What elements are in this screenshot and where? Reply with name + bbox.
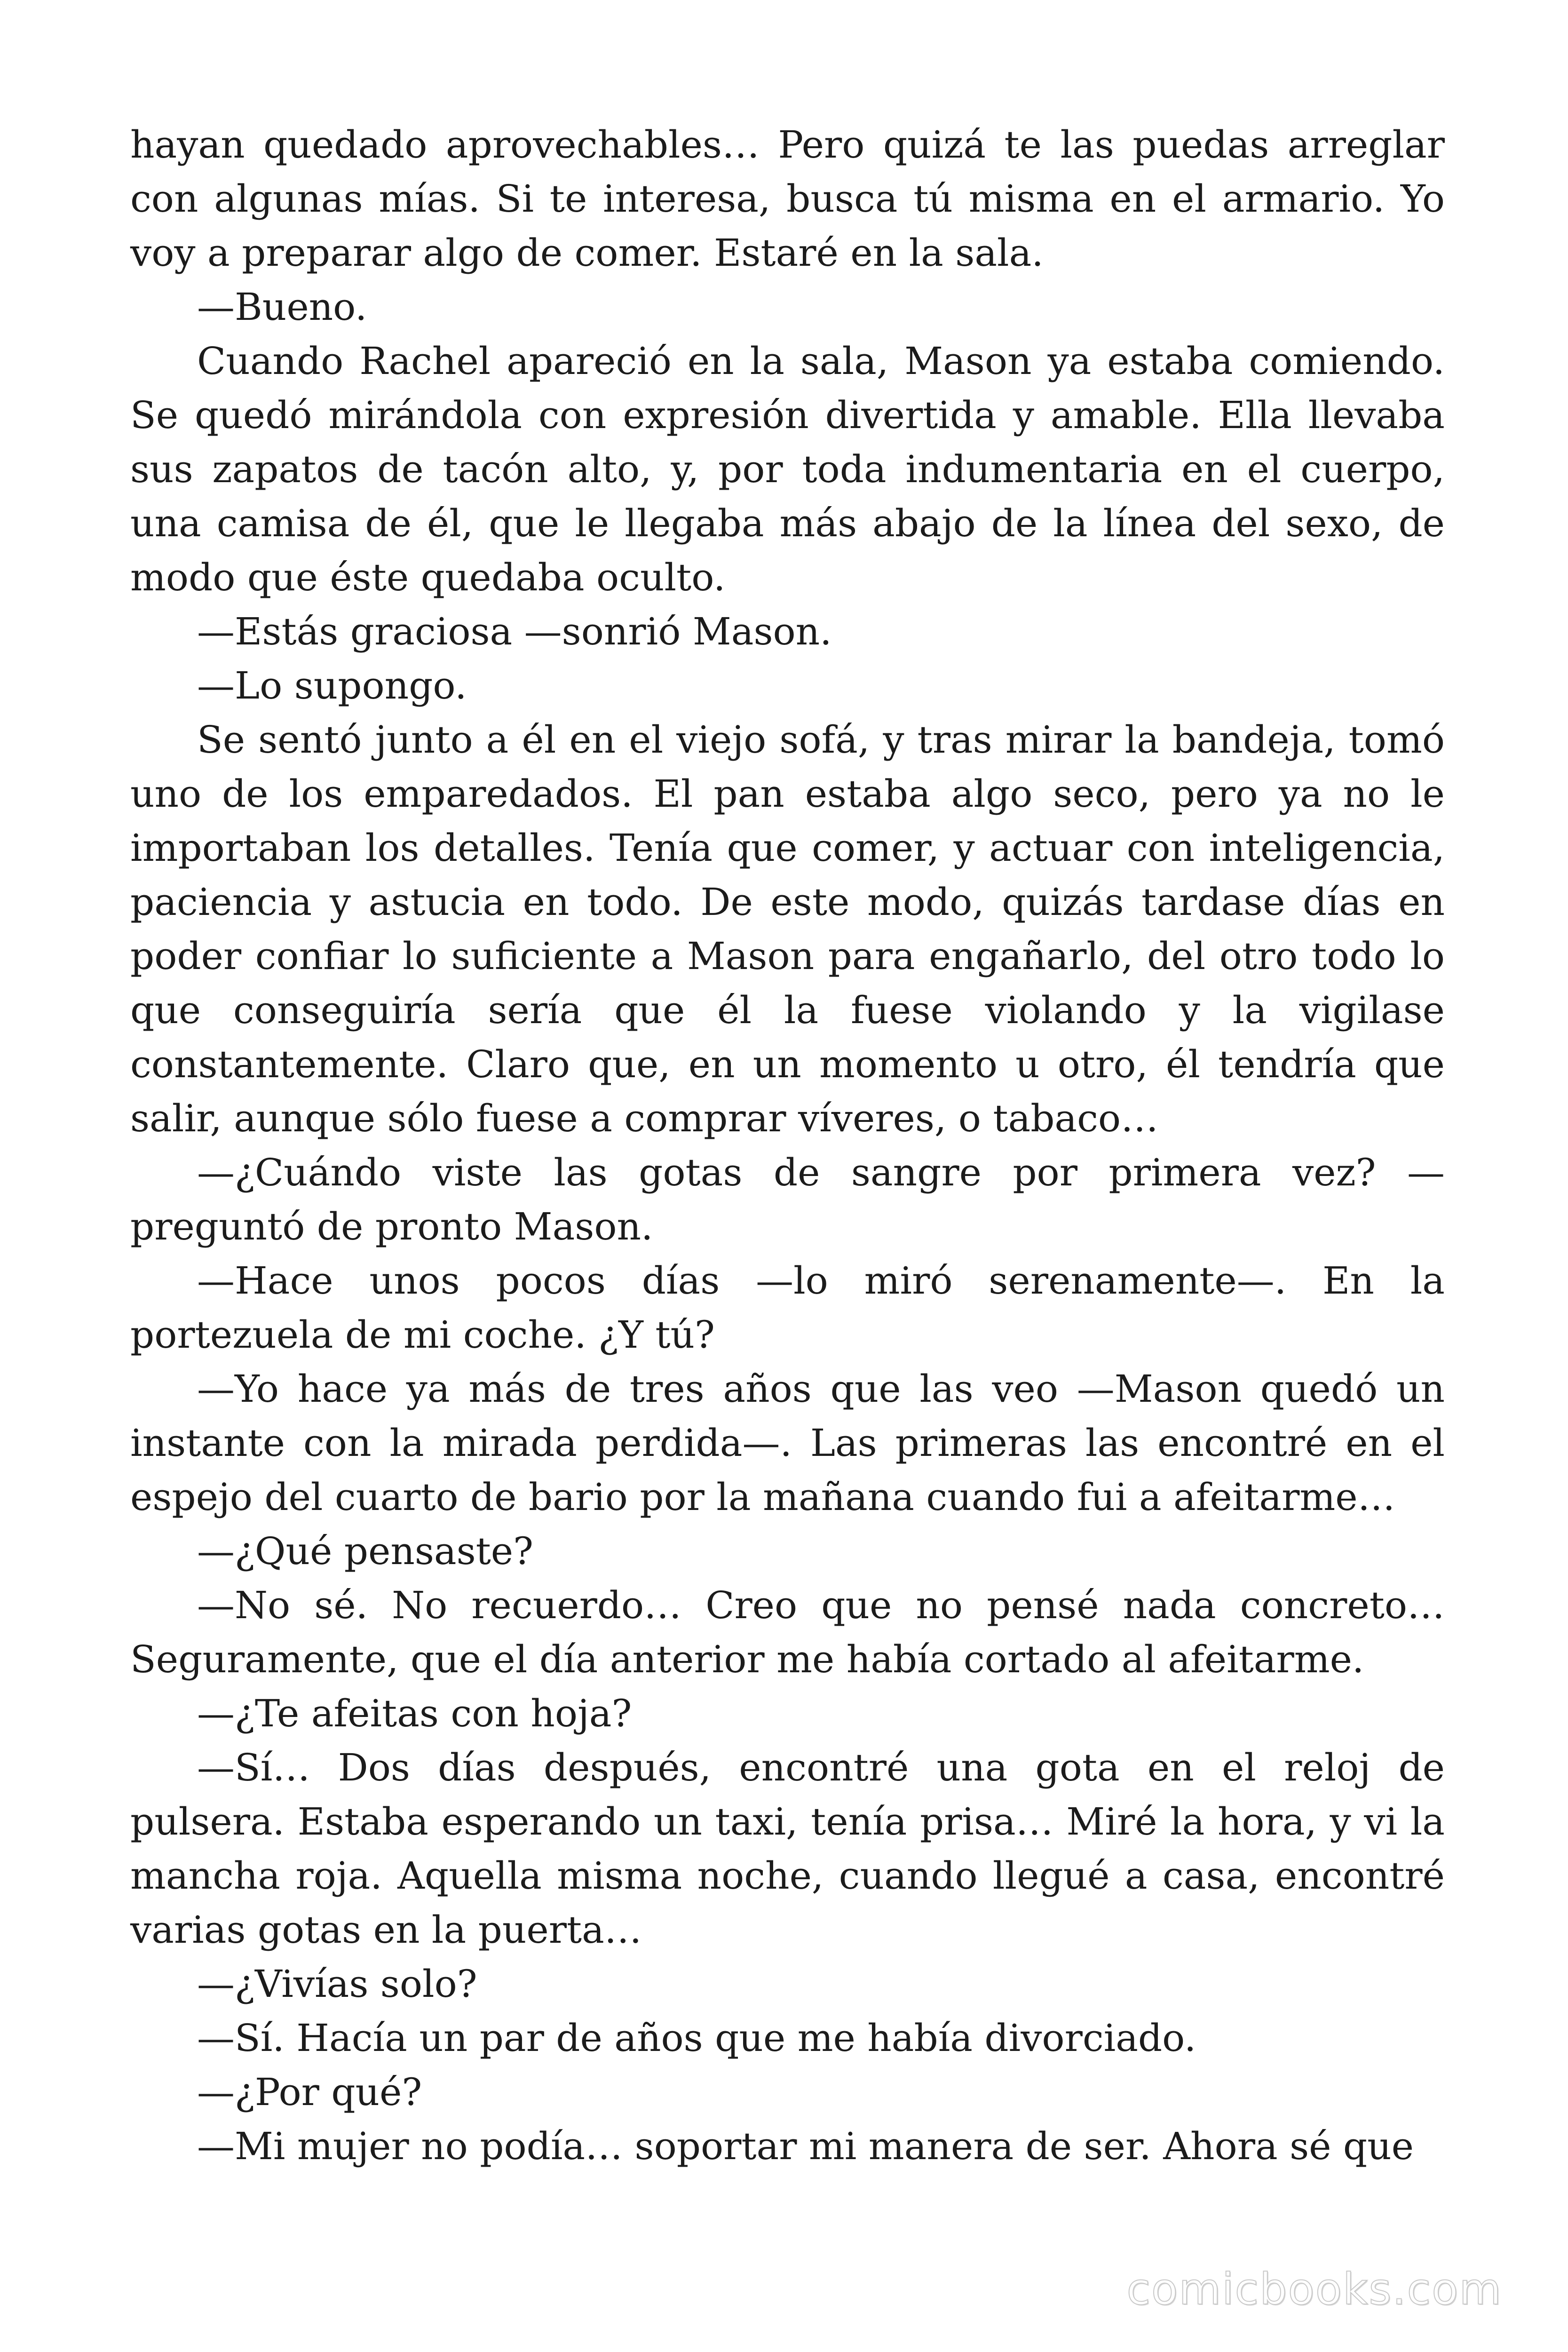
paragraph: —Estás graciosa —sonrió Mason. [197,610,832,653]
watermark: comicbooks.com [1126,2264,1502,2314]
paragraph: —Bueno. [197,285,367,329]
paragraph: —Hace unos pocos días —lo miró serenamente—. En la portezuela de mi coche. ¿Y tú? [130,1259,1445,1357]
paragraph: Se sentó junto a él en el viejo sofá, y tras mirar la bandeja, tomó uno de los emparedados. El pan estaba algo seco, pero ya no le importaban los detalles. Tenía que comer, y actuar con inteligencia, paciencia y astucia en todo. De este modo, quizás tardase días en poder confiar lo suficiente a Mason para engañarlo, del otro todo lo que conseguiría sería que él la fuese violando y la vigilase constantemente. Claro que, en un momento u otro, él tendría que salir, aunque sólo fuese a comprar víveres, o tabaco… [130,718,1445,1140]
paragraph: —Sí. Hacía un par de años que me había divorciado. [197,2016,1196,2060]
page-text [130,118,1445,2173]
paragraph: —¿Por qué? [197,2070,422,2114]
paragraph: —¿Vivías solo? [197,1962,477,2006]
paragraph: Cuando Rachel apareció en la sala, Mason ya estaba comiendo. Se quedó mirándola con expresión divertida y amable. Ella llevaba sus zapatos de tacón alto, y, por toda indumentaria en el cuerpo, una camisa de él, que le llegaba más abajo de la línea del sexo, de modo que éste quedaba oculto. [130,339,1445,599]
paragraph: —¿Te afeitas con hoja? [197,1692,632,1735]
paragraph: —Yo hace ya más de tres años que las veo —Mason quedó un instante con la mirada perdida—. Las primeras las encontré en el espejo del cuarto de bario por la mañana cuando fui a afeitarme… [130,1367,1445,1519]
paragraph: —Mi mujer no podía… soportar mi manera de ser. Ahora sé que [197,2124,1414,2168]
paragraph: —No sé. No recuerdo… Creo que no pensé nada concreto… Seguramente, que el día anterior me había cortado al afeitarme. [130,1583,1445,1681]
paragraph: —Lo supongo. [197,664,467,707]
paragraph: —¿Qué pensaste? [197,1529,534,1573]
paragraph: —Sí… Dos días después, encontré una gota en el reloj de pulsera. Estaba esperando un taxi, tenía prisa… Miré la hora, y vi la mancha roja. Aquella misma noche, cuando llegué a casa, encontré varias gotas en la puerta… [130,1746,1445,1952]
paragraph: hayan quedado aprovechables… Pero quizá te las puedas arreglar con algunas mías. Si te interesa, busca tú misma en el armario. Yo voy a preparar algo de comer. Estaré en la sala. [130,123,1445,275]
paragraph: —¿Cuándo viste las gotas de sangre por primera vez? —preguntó de pronto Mason. [130,1151,1445,1248]
